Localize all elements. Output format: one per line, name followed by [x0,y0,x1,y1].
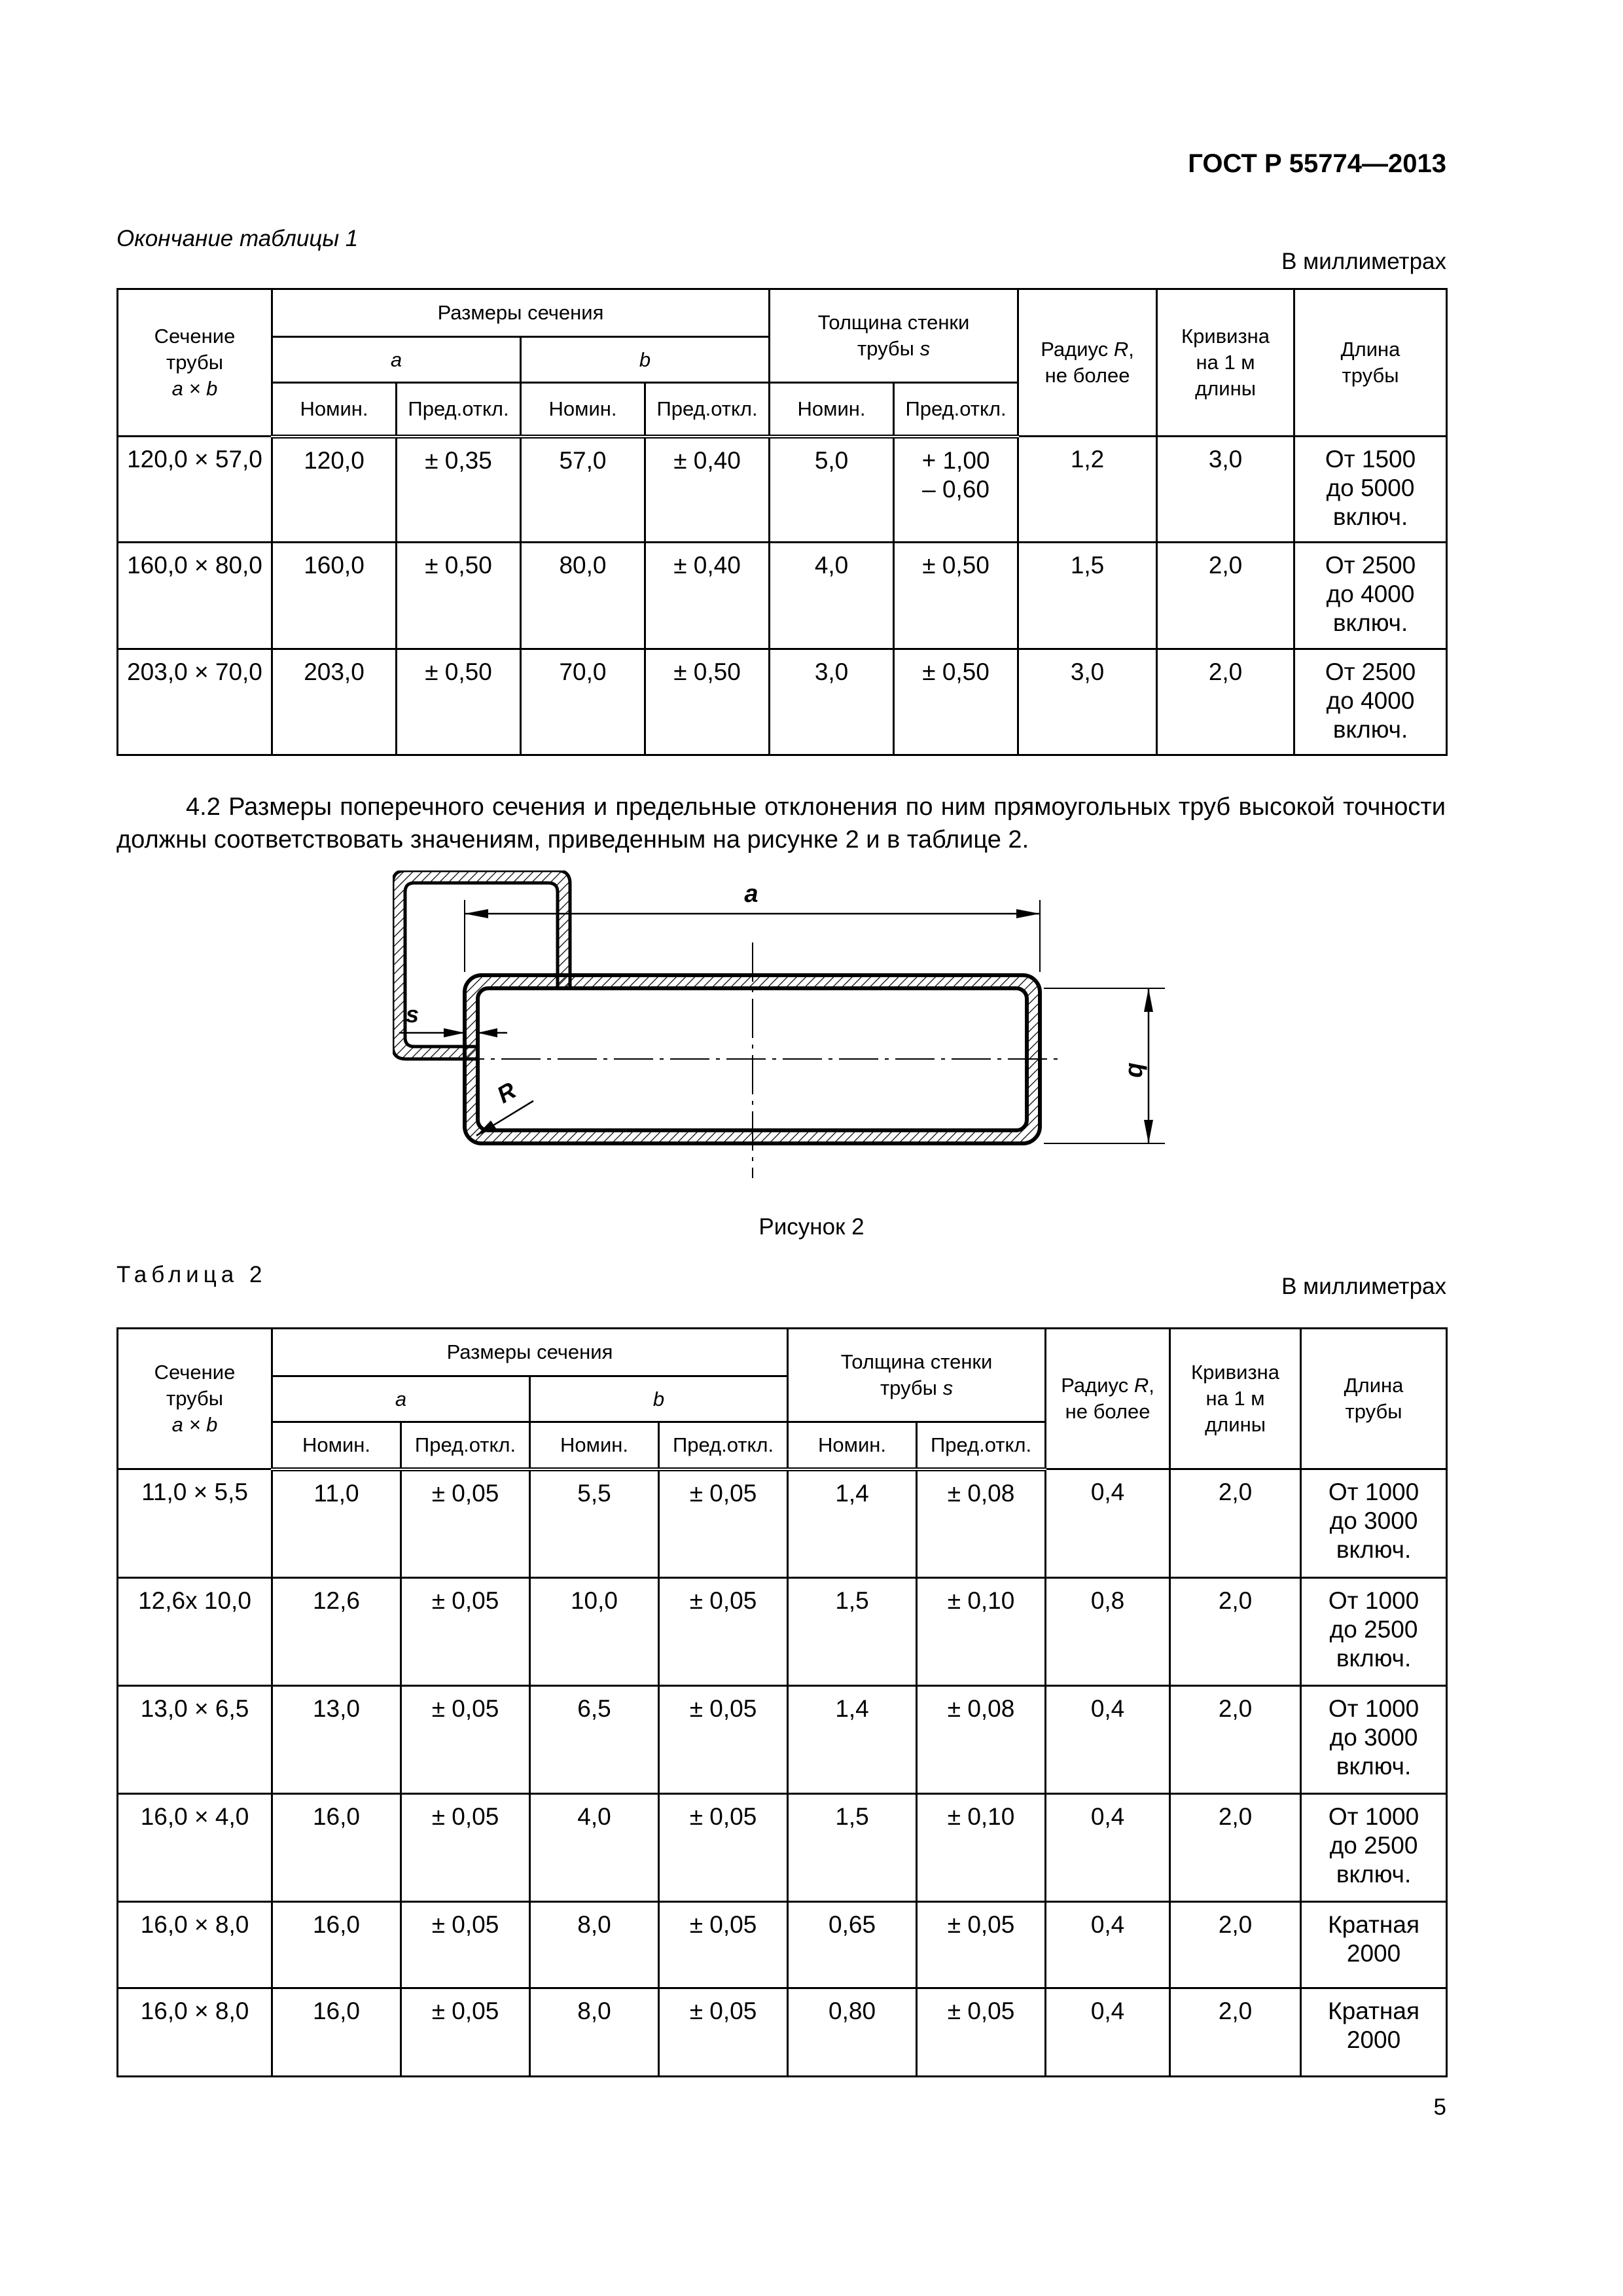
paragraph-4-2: 4.2 Размеры поперечного сечения и предельные отклонения по ним прямоугольных труб высокой точности должны соответствовать значениям, приведенным на рисунке 2 и в таблице 2. [116,793,1446,853]
page-number: 5 [1433,2094,1446,2120]
col-header-nom: Номин. [272,383,397,437]
table-row: 120,0 × 57,0 120,0 ± 0,35 57,0 ± 0,40 5,0 + 1,00 – 0,60 1,2 3,0 От 1500 до 5000 включ. [118,437,1447,543]
col-header-wall: Толщина стенки трубы s [770,289,1018,383]
col-header-dev: Пред.откл. [645,383,770,437]
col-header-curvature: Кривизна на 1 м длины [1170,1329,1301,1469]
col-header-a: a [272,1376,530,1422]
col-header-nom: Номин. [272,1422,401,1469]
col-header-length: Длина трубы [1301,1329,1447,1469]
figure-2-drawing [393,870,1178,1204]
table-2-units: В миллиметрах [1281,1274,1446,1299]
col-header-curvature: Кривизна на 1 м длины [1157,289,1294,437]
table-2 [116,1327,1448,2077]
table-1-units: В миллиметрах [1281,249,1446,274]
col-header-nom: Номин. [788,1422,917,1469]
document-code: ГОСТ Р 55774—2013 [1188,149,1446,178]
col-header-dev: Пред.откл. [401,1422,530,1469]
col-header-dev: Пред.откл. [917,1422,1046,1469]
table-row: 12,6x 10,0 12,6 ± 0,05 10,0 ± 0,05 1,5 ± 0,10 0,8 2,0 От 1000 до 2500 включ. [118,1578,1447,1686]
dimension-label-b: b [1123,1062,1150,1078]
table-1 [116,288,1448,756]
col-header-dimensions: Размеры сечения [272,289,770,337]
col-header-dev: Пред.откл. [894,383,1018,437]
col-header-wall: Толщина стенки трубы s [788,1329,1046,1422]
col-header-b: b [521,337,770,383]
col-header-section: Сечение трубы a × b [118,1329,272,1469]
col-header-section: Сечение трубы a × b [118,289,272,437]
table-2-caption: Таблица 2 [116,1262,267,1287]
dimension-label-a: a [744,880,758,908]
dimension-label-r: R [492,1076,521,1109]
col-header-dimensions: Размеры сечения [272,1329,788,1376]
col-header-nom: Номин. [530,1422,659,1469]
col-header-nom: Номин. [521,383,645,437]
table-row: 16,0 × 8,0 16,0 ± 0,05 8,0 ± 0,05 0,80 ± 0,05 0,4 2,0 Кратная 2000 [118,1988,1447,2077]
figure-2-caption: Рисунок 2 [758,1214,865,1240]
col-header-b: b [530,1376,788,1422]
table-1-caption: Окончание таблицы 1 [116,226,359,251]
col-header-nom: Номин. [770,383,894,437]
col-header-radius: Радиус R, не более [1046,1329,1170,1469]
dimension-label-s: s [405,1001,419,1028]
table-row: 203,0 × 70,0 203,0 ± 0,50 70,0 ± 0,50 3,0 ± 0,50 3,0 2,0 От 2500 до 4000 включ. [118,649,1447,755]
table-row: 13,0 × 6,5 13,0 ± 0,05 6,5 ± 0,05 1,4 ± 0,08 0,4 2,0 От 1000 до 3000 включ. [118,1686,1447,1794]
col-header-radius: Радиус R, не более [1018,289,1157,437]
col-header-a: a [272,337,521,383]
table-row: 160,0 × 80,0 160,0 ± 0,50 80,0 ± 0,40 4,0 ± 0,50 1,5 2,0 От 2500 до 4000 включ. [118,543,1447,649]
table-row: 16,0 × 4,0 16,0 ± 0,05 4,0 ± 0,05 1,5 ± 0,10 0,4 2,0 От 1000 до 2500 включ. [118,1794,1447,1902]
table-row: 11,0 × 5,5 11,0 ± 0,05 5,5 ± 0,05 1,4 ± 0,08 0,4 2,0 От 1000 до 3000 включ. [118,1469,1447,1578]
col-header-dev: Пред.откл. [659,1422,788,1469]
col-header-dev: Пред.откл. [397,383,521,437]
col-header-length: Длина трубы [1294,289,1447,437]
table-row: 16,0 × 8,0 16,0 ± 0,05 8,0 ± 0,05 0,65 ± 0,05 0,4 2,0 Кратная 2000 [118,1902,1447,1988]
